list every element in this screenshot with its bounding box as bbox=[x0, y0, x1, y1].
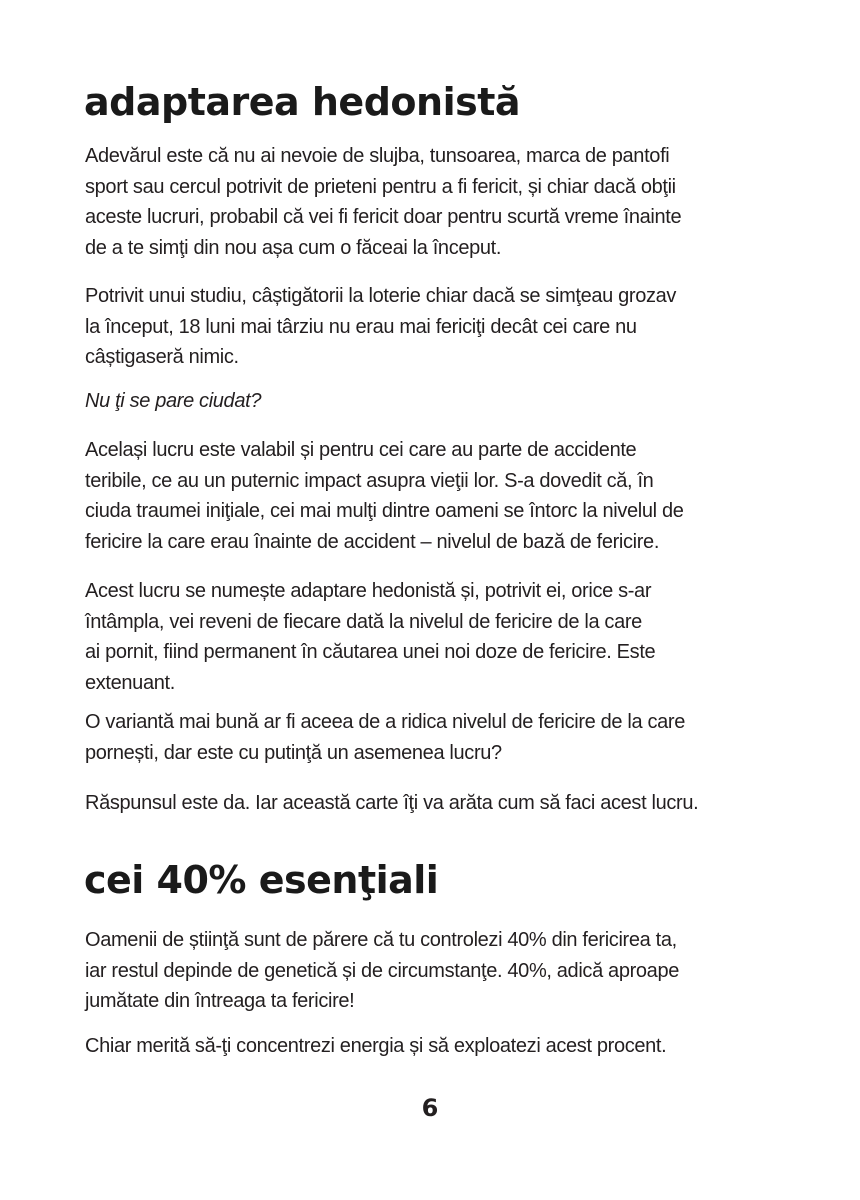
text-line: fericire la care erau înainte de accident – nivelul de bază de fericire. bbox=[85, 530, 660, 553]
text-line: întâmpla, vei reveni de fiecare dată la nivelul de fericire de la care bbox=[85, 610, 642, 633]
paragraph bbox=[85, 141, 681, 263]
text-line: Potrivit unui studiu, câștigătorii la loterie chiar dacă se simţeau grozav bbox=[85, 285, 677, 307]
text-line: Nu ţi se pare ciudat? bbox=[85, 390, 262, 412]
text-line: teribile, ce au un puternic impact asupra vieţii lor. S-a dovedit că, în bbox=[85, 469, 654, 492]
text-line: câștigaseră nimic. bbox=[85, 346, 239, 369]
text-line: iar restul depinde de genetică și de circumstanţe. 40%, adică aproape bbox=[85, 959, 680, 982]
paragraph bbox=[85, 707, 685, 768]
section-heading: adaptarea hedonistă bbox=[84, 80, 521, 124]
text-line: pornești, dar este cu putinţă un asemenea lucru? bbox=[85, 741, 502, 764]
section-heading: cei 40% esenţiali bbox=[84, 858, 439, 902]
text-line: O variantă mai bună ar fi aceea de a ridica nivelul de fericire de la care bbox=[85, 711, 685, 733]
text-line: Chiar merită să-ţi concentrezi energia și să exploatezi acest procent. bbox=[85, 1035, 667, 1057]
italic-paragraph bbox=[85, 386, 261, 417]
text-line: la început, 18 luni mai târziu nu erau mai fericiţi decât cei care nu bbox=[85, 315, 637, 338]
text-line: Același lucru este valabil și pentru cei care au parte de accidente bbox=[85, 439, 637, 461]
paragraph bbox=[85, 435, 684, 557]
text-line: sport sau cercul potrivit de prieteni pentru a fi fericit, și chiar dacă obţii bbox=[85, 175, 676, 198]
paragraph bbox=[85, 925, 679, 1017]
text-line: ciuda traumei iniţiale, cei mai mulţi dintre oameni se întorc la nivelul de bbox=[85, 500, 684, 523]
text-line: ai pornit, fiind permanent în căutarea unei noi doze de fericire. Este bbox=[85, 641, 656, 664]
text-line: aceste lucruri, probabil că vei fi fericit doar pentru scurtă vreme înainte bbox=[85, 206, 682, 229]
text-line: de a te simţi din nou așa cum o făceai la început. bbox=[85, 236, 502, 259]
text-line: Oamenii de știinţă sunt de părere că tu controlezi 40% din fericirea ta, bbox=[85, 929, 677, 951]
text-line: Acest lucru se numește adaptare hedonistă și, potrivit ei, orice s-ar bbox=[85, 580, 652, 602]
text-line: jumătate din întreaga ta fericire! bbox=[85, 990, 355, 1013]
paragraph bbox=[85, 788, 698, 819]
text-line: Adevărul este că nu ai nevoie de slujba, tunsoarea, marca de pantofi bbox=[85, 145, 670, 167]
text-line: Răspunsul este da. Iar această carte îţi va arăta cum să faci acest lucru. bbox=[85, 792, 699, 814]
paragraph bbox=[85, 576, 655, 698]
paragraph bbox=[85, 281, 676, 373]
text-line: extenuant. bbox=[85, 671, 175, 694]
page-number: 6 bbox=[421, 1094, 439, 1122]
paragraph bbox=[85, 1031, 666, 1062]
